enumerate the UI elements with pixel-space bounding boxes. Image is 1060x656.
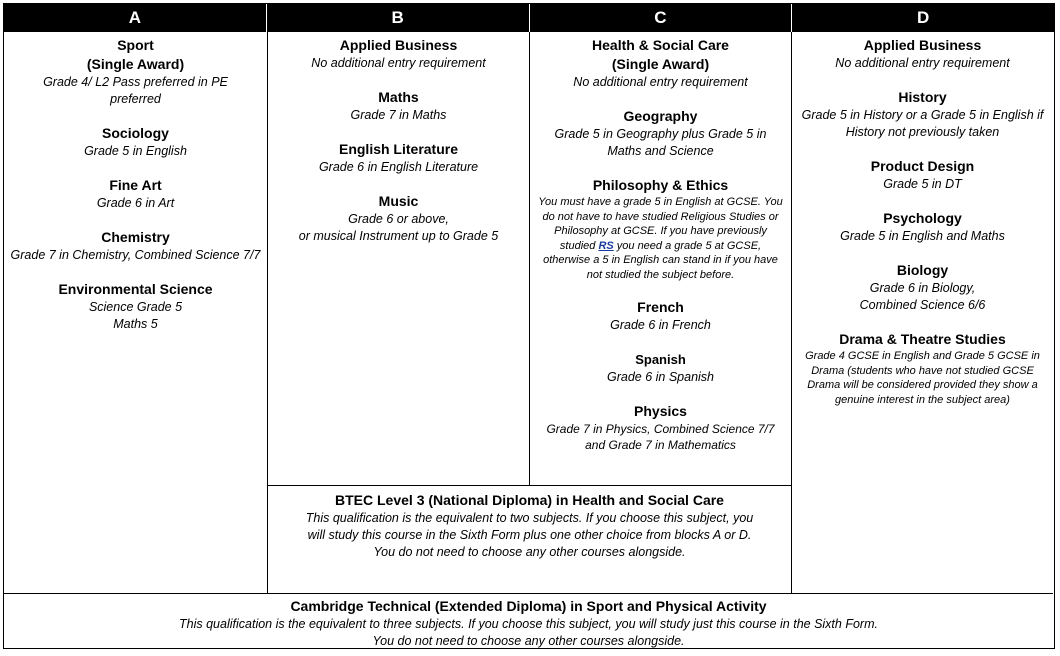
subject-title: English Literature: [338, 141, 459, 157]
block-c-column: [530, 32, 792, 485]
subject-french: [530, 298, 791, 334]
entry-requirement: Grade 6 in French: [610, 318, 711, 332]
subject-applied-business: [792, 36, 1053, 72]
subject-title: History: [898, 89, 947, 105]
subject-title: Maths: [378, 89, 419, 105]
subject-title: Spanish: [635, 352, 686, 367]
subject-title-award: (Single Award): [611, 56, 710, 72]
subject-title-award: (Single Award): [86, 56, 185, 72]
entry-requirement: Grade 5 in English: [84, 144, 187, 158]
subject-philosophy-ethics: [530, 176, 791, 282]
subject-title: Sport: [117, 37, 154, 53]
subject-fine-art: [4, 176, 267, 212]
subject-title: Psychology: [883, 210, 962, 226]
btec-title: BTEC Level 3 (National Diploma) in Health and Social Care: [335, 492, 724, 508]
block-header-b: B: [267, 4, 530, 32]
cambridge-description-line-2: You do not need to choose any other courses alongside.: [372, 634, 685, 648]
subject-title: Environmental Science: [58, 281, 213, 297]
entry-requirement: Grade 7 in Chemistry, Combined Science 7/7: [10, 248, 261, 262]
entry-requirement-part-1: You must have a grade 5 in English at GCSE. You do not have to have studied Religious Studies or Philosophy at GCSE. If you have previously studied: [538, 196, 783, 252]
cambridge-title: Cambridge Technical (Extended Diploma) in Sport and Physical Activity: [290, 598, 767, 614]
btec-description-line-3: You do not need to choose any other courses alongside.: [373, 545, 686, 559]
subject-biology: [792, 261, 1053, 314]
btec-qualification-box: [268, 485, 792, 593]
subject-chemistry: [4, 228, 267, 264]
cambridge-technical-box: [4, 593, 1053, 647]
block-d-column: [792, 32, 1053, 593]
entry-requirement: Grade 5 in History or a Grade 5 in English if History not previously taken: [801, 108, 1044, 139]
entry-requirement: Grade 4 GCSE in English and Grade 5 GCSE in Drama (students who have not studied GCSE Drama will be considered provided they show a genuine interest in the subject area): [805, 350, 1040, 406]
subject-applied-business: [268, 36, 529, 72]
subject-history: [792, 88, 1053, 141]
subject-english-literature: [268, 140, 529, 176]
block-b-column: [268, 32, 530, 485]
subject-health-social-care: [530, 36, 791, 91]
subject-geography: [530, 107, 791, 160]
subject-sport: [4, 36, 267, 108]
subject-music: [268, 192, 529, 245]
btec-description-line-1: This qualification is the equivalent to two subjects. If you choose this subject, you: [305, 511, 754, 525]
entry-requirement-part-2: you need a grade 5 at GCSE, otherwise a 5 in English can stand in if you have not studied the subject before.: [543, 239, 778, 281]
subject-title: Physics: [634, 403, 687, 419]
subject-physics: [530, 402, 791, 453]
entry-requirement: Grade 6 in Art: [96, 196, 175, 210]
btec-description-line-2: will study this course in the Sixth Form plus one other choice from blocks A or D.: [307, 528, 752, 542]
entry-requirement: Grade 6 in Biology,: [869, 281, 976, 295]
entry-requirement: Grade 5 in English and Maths: [840, 229, 1005, 243]
block-header-row: [4, 4, 1054, 32]
subject-environmental-science: [4, 280, 267, 333]
entry-requirement-2: Maths 5: [113, 317, 158, 331]
subject-psychology: [792, 209, 1053, 245]
entry-requirement: Grade 6 in English Literature: [318, 160, 479, 174]
subject-title: Chemistry: [101, 229, 170, 245]
rs-abbreviation: RS: [598, 239, 614, 252]
block-header-a: A: [4, 4, 267, 32]
subject-title: Geography: [623, 108, 698, 124]
block-header-d: D: [916, 8, 930, 27]
entry-requirement-2: Combined Science 6/6: [859, 298, 986, 312]
blocks-grid: [4, 32, 1053, 593]
entry-requirement: No additional entry requirement: [835, 56, 1010, 70]
subject-title: French: [637, 299, 684, 315]
entry-requirement: Grade 6 or above,: [348, 212, 449, 226]
subject-title: Sociology: [102, 125, 169, 141]
entry-requirement: No additional entry requirement: [573, 75, 748, 89]
subject-drama-theatre-studies: [792, 330, 1053, 407]
subject-title: Biology: [896, 262, 949, 278]
subject-maths: [268, 88, 529, 124]
subject-title: Music: [378, 193, 419, 209]
cambridge-description-line-1: This qualification is the equivalent to three subjects. If you choose this subject, you will study just this course in the Sixth Form.: [179, 617, 878, 631]
entry-requirement: Science Grade 5: [88, 300, 183, 314]
subject-title: Product Design: [870, 158, 975, 174]
block-header-c: C: [530, 4, 793, 32]
entry-requirement: Grade 4/ L2 Pass preferred in PE preferred: [43, 75, 228, 106]
subject-spanish: [530, 350, 791, 386]
subject-title: Health & Social Care: [592, 37, 729, 53]
entry-requirement-2: or musical Instrument up to Grade 5: [298, 229, 499, 243]
subject-title: Philosophy & Ethics: [592, 177, 729, 193]
subject-sociology: [4, 124, 267, 160]
subject-product-design: [792, 157, 1053, 193]
block-a-column: [4, 32, 268, 593]
subject-title: Applied Business: [339, 37, 458, 53]
entry-requirement: Grade 5 in DT: [883, 177, 962, 191]
entry-requirement: [530, 195, 791, 282]
subject-title: Drama & Theatre Studies: [839, 331, 1006, 347]
subject-title: Applied Business: [863, 37, 982, 53]
options-blocks-table: [3, 3, 1055, 649]
entry-requirement: Grade 6 in Spanish: [606, 370, 714, 384]
subject-title: Fine Art: [109, 177, 162, 193]
entry-requirement: Grade 5 in Geography plus Grade 5 in Maths and Science: [554, 127, 767, 158]
entry-requirement: Grade 7 in Physics, Combined Science 7/7 and Grade 7 in Mathematics: [546, 422, 775, 452]
entry-requirement: No additional entry requirement: [311, 56, 486, 70]
entry-requirement: Grade 7 in Maths: [350, 108, 447, 122]
